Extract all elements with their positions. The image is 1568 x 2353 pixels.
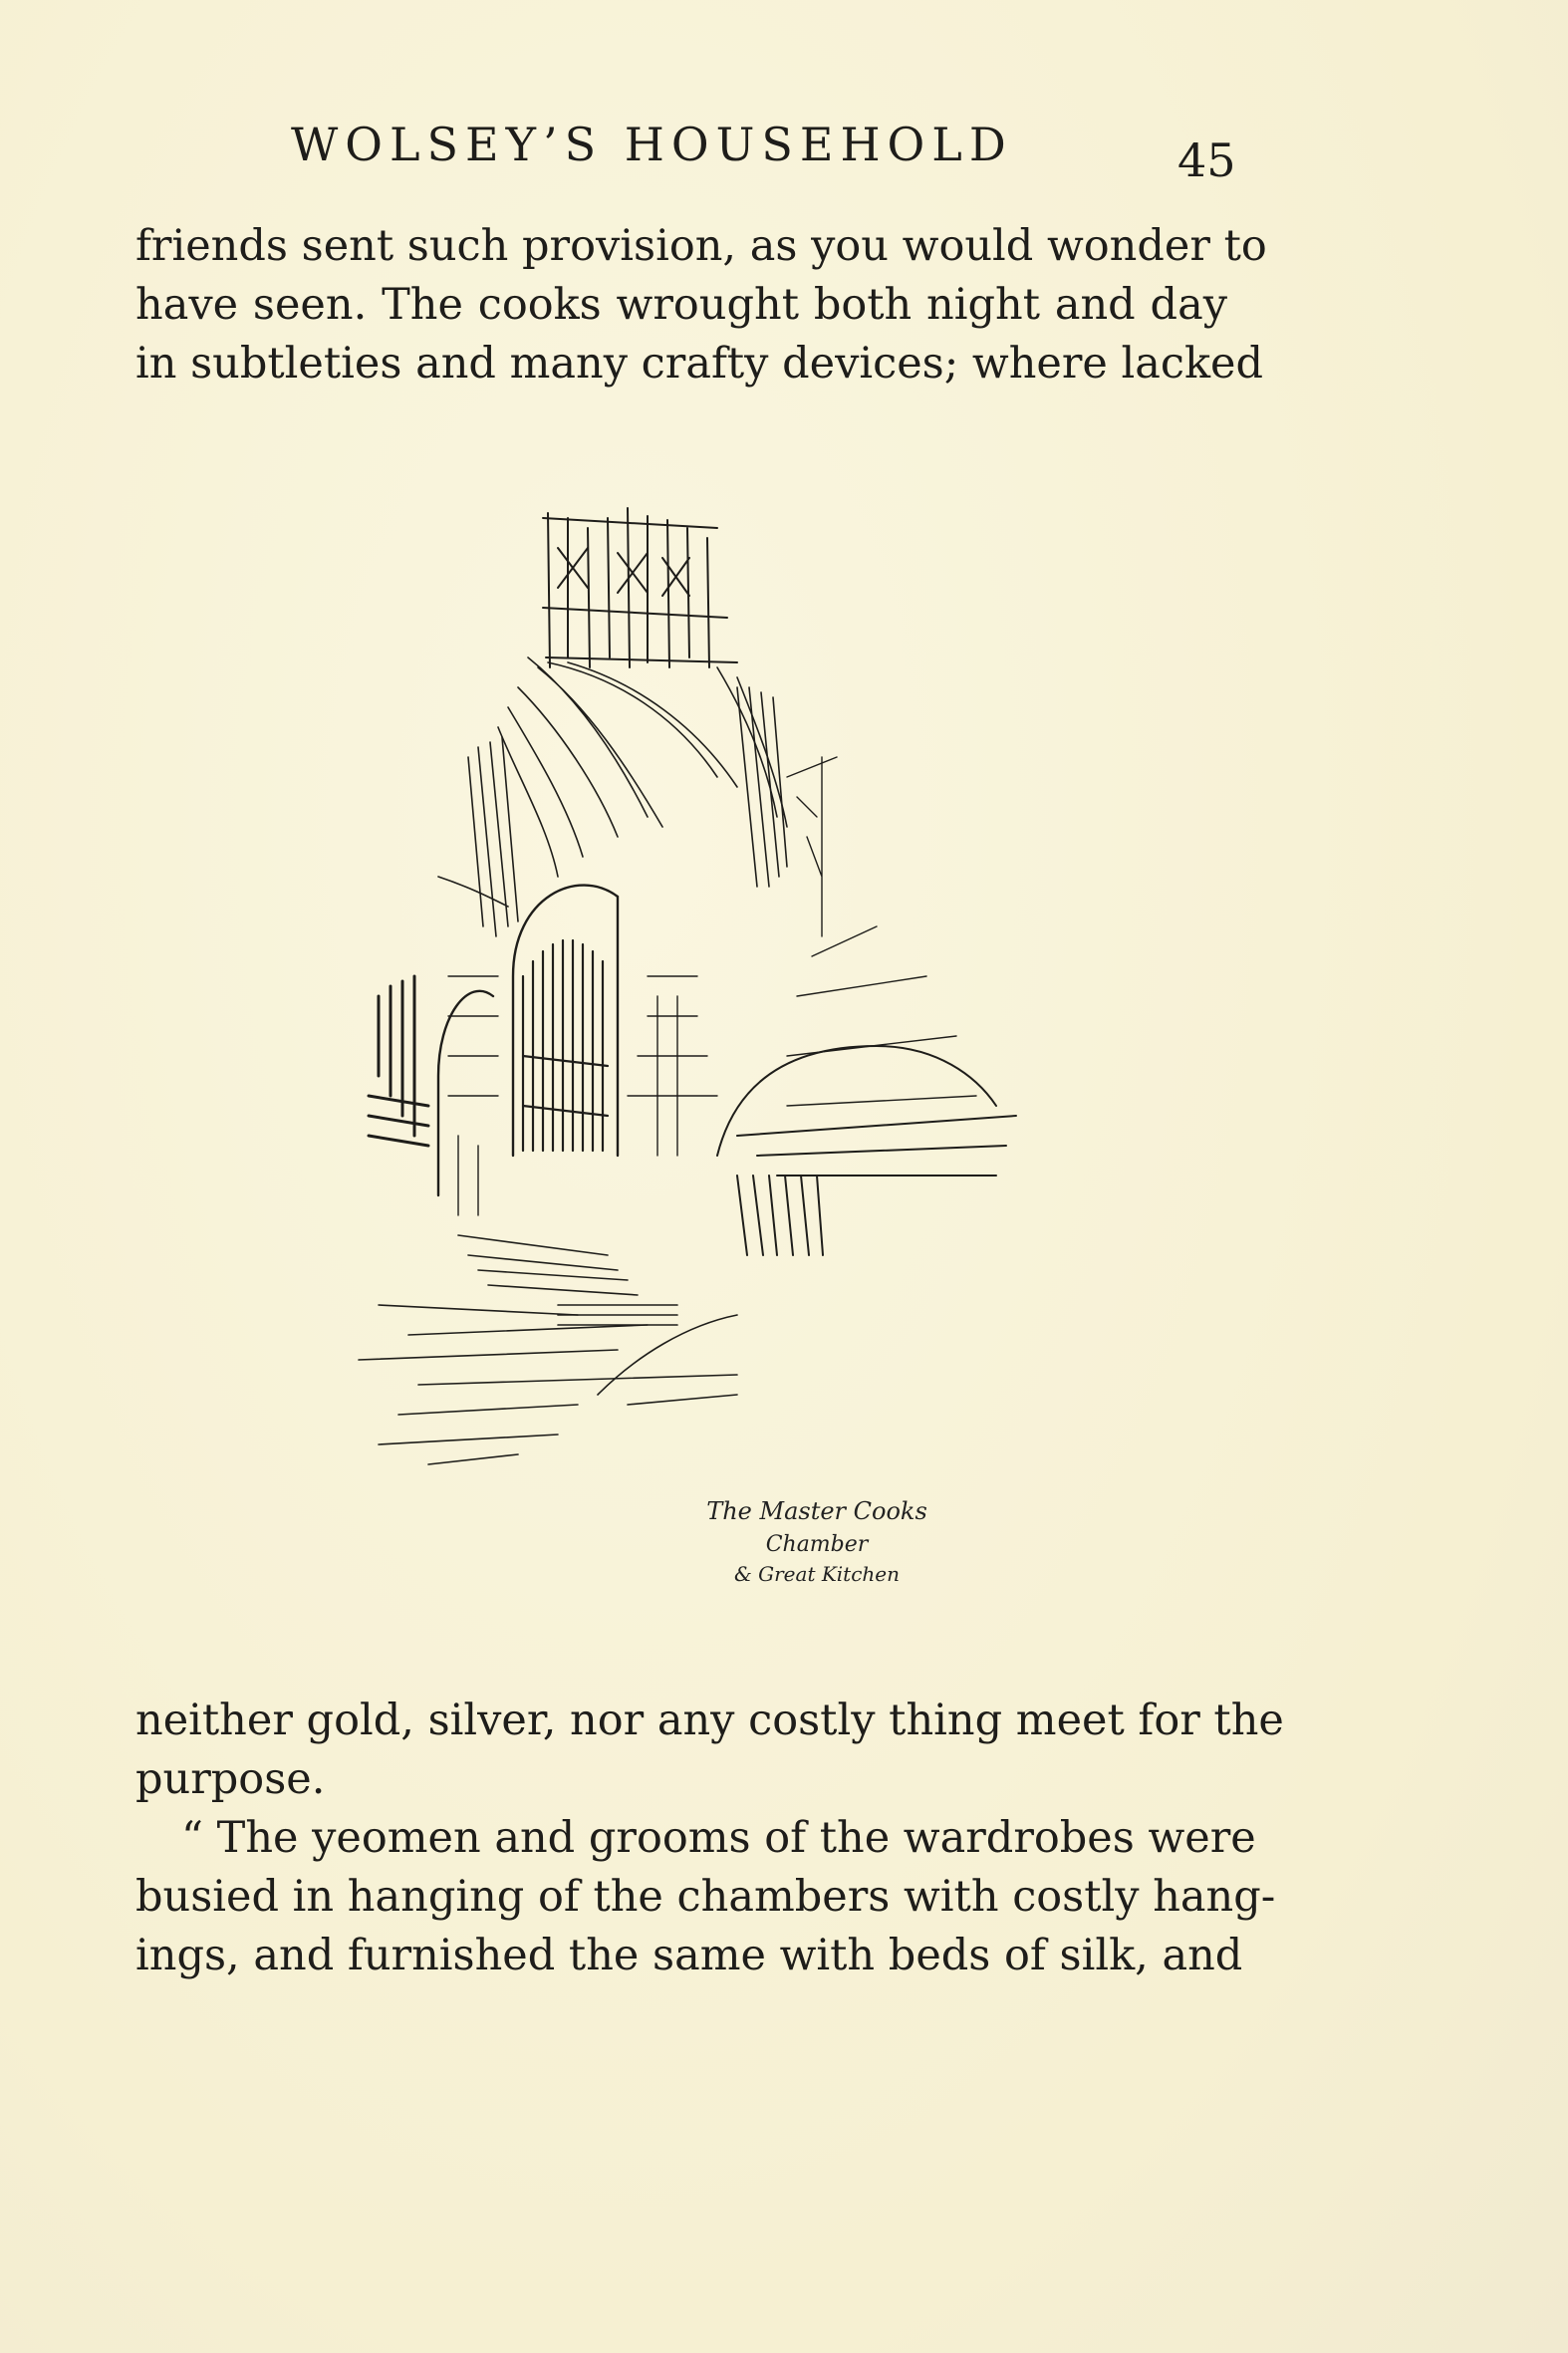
tower-hatching	[543, 508, 737, 667]
arched-doorway	[438, 886, 618, 1195]
paragraph-continuation	[135, 1692, 1284, 1809]
illustration-caption-line3: & Great Kitchen	[733, 1562, 901, 1586]
text-line: friends sent such provision, as you would wonder to	[135, 221, 1267, 271]
kitchen-illustration	[319, 458, 1036, 1634]
left-arch-shading	[369, 976, 428, 1146]
page-number: 45	[1177, 133, 1236, 187]
text-line: “ The yeomen and grooms of the wardrobes were	[181, 1813, 1256, 1863]
paragraph-top	[135, 217, 1267, 393]
text-line: busied in hanging of the chambers with costly hang-	[135, 1872, 1276, 1922]
text-line: have seen. The cooks wrought both night and day	[135, 280, 1227, 330]
illustration-caption-line1: The Master Cooks	[706, 1497, 927, 1525]
right-arch	[717, 1046, 1016, 1255]
running-title: WOLSEY’S HOUSEHOLD	[291, 118, 1013, 171]
text-line: neither gold, silver, nor any costly thing meet for the	[135, 1696, 1284, 1745]
text-line: ings, and furnished the same with beds of silk, and	[135, 1931, 1243, 1980]
door-shading	[523, 940, 608, 1151]
paragraph-quote	[135, 1809, 1276, 1985]
text-line: in subtleties and many crafty devices; where lacked	[135, 339, 1264, 389]
text-line: purpose.	[135, 1754, 326, 1804]
floor-lines	[359, 1235, 737, 1464]
illustration-caption-line2: Chamber	[765, 1532, 869, 1557]
